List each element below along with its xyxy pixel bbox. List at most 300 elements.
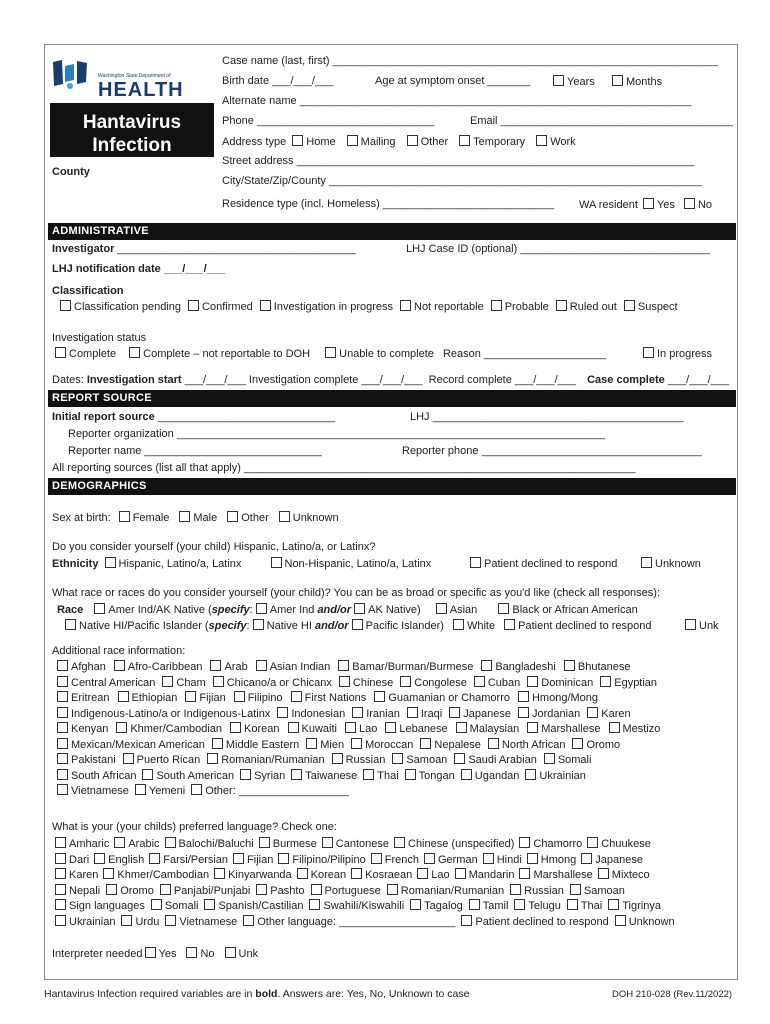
reporter-organization-field[interactable]: Reporter organization ______________________________________________________________________ xyxy=(68,428,606,440)
lang-oromo-checkbox[interactable] xyxy=(106,884,117,895)
class-not-reportable-option[interactable] xyxy=(400,301,484,313)
lang-tagalog-checkbox[interactable] xyxy=(410,899,421,910)
class-investigation-in-progress-option[interactable] xyxy=(260,301,393,313)
in-progress-checkbox[interactable] xyxy=(643,347,654,358)
lang-karen-option[interactable] xyxy=(55,869,98,881)
class-confirmed-checkbox[interactable] xyxy=(188,300,199,311)
race-russian-checkbox[interactable] xyxy=(332,753,343,764)
race-other-option[interactable] xyxy=(191,785,349,797)
race-bhutanese-option[interactable] xyxy=(564,661,631,673)
complete-checkbox[interactable] xyxy=(55,347,66,358)
lang-kinyarwanda-option[interactable] xyxy=(214,869,292,881)
lang-sign-languages-option[interactable] xyxy=(55,900,145,912)
race-afro-caribbean-option[interactable] xyxy=(114,661,203,673)
investigator-field[interactable] xyxy=(52,243,356,256)
race-vietnamese-option[interactable] xyxy=(57,785,129,797)
lang-kinyarwanda-checkbox[interactable] xyxy=(214,868,225,879)
lang-portuguese-option[interactable] xyxy=(311,885,381,897)
race-jordanian-checkbox[interactable] xyxy=(518,707,529,718)
race-mexican-mexican-american-option[interactable] xyxy=(57,739,205,751)
lang-chuukese-checkbox[interactable] xyxy=(587,837,598,848)
race-eritrean-option[interactable] xyxy=(57,692,110,704)
race-lao-option[interactable] xyxy=(345,723,377,735)
race-fijian-option[interactable] xyxy=(185,692,225,704)
lang-amharic-option[interactable] xyxy=(55,838,109,850)
race-afghan-checkbox[interactable] xyxy=(57,660,68,671)
race-malaysian-option[interactable] xyxy=(456,723,520,735)
class-not-reportable-checkbox[interactable] xyxy=(400,300,411,311)
race-oromo-option[interactable] xyxy=(572,739,620,751)
race-central-american-option[interactable] xyxy=(57,677,155,689)
race-malaysian-checkbox[interactable] xyxy=(456,722,467,733)
race-black-checkbox[interactable] xyxy=(498,603,509,614)
race-afro-caribbean-checkbox[interactable] xyxy=(114,660,125,671)
race-thai-option[interactable] xyxy=(363,770,398,782)
eth-hispanic-checkbox[interactable] xyxy=(105,557,116,568)
race-egyptian-option[interactable] xyxy=(600,677,657,689)
lang-tamil-checkbox[interactable] xyxy=(469,899,480,910)
race-pakistani-option[interactable] xyxy=(57,754,116,766)
age-onset-field[interactable]: Age at symptom onset _______ xyxy=(375,75,531,87)
race-dominican-checkbox[interactable] xyxy=(527,676,538,687)
sex-unknown-option[interactable] xyxy=(279,512,339,524)
lang-japanese-option[interactable] xyxy=(581,854,643,866)
race-russian-option[interactable] xyxy=(332,754,386,766)
lang-hmong-checkbox[interactable] xyxy=(527,853,538,864)
eth-non-hispanic-checkbox[interactable] xyxy=(271,557,282,568)
lang-portuguese-checkbox[interactable] xyxy=(311,884,322,895)
lang-russian-option[interactable] xyxy=(510,885,564,897)
lang-mandarin-option[interactable] xyxy=(455,869,515,881)
lang-swahili-kiswahili-option[interactable] xyxy=(309,900,404,912)
race-kenyan-checkbox[interactable] xyxy=(57,722,68,733)
lang-hindi-option[interactable] xyxy=(483,854,522,866)
race-yemeni-option[interactable] xyxy=(135,785,185,797)
lang-romanian-rumanian-checkbox[interactable] xyxy=(387,884,398,895)
lang-tigrinya-checkbox[interactable] xyxy=(608,899,619,910)
race-puerto-rican-option[interactable] xyxy=(123,754,201,766)
lang-farsi-persian-checkbox[interactable] xyxy=(149,853,160,864)
race-arab-checkbox[interactable] xyxy=(210,660,221,671)
race-mien-option[interactable] xyxy=(306,739,344,751)
lang-chamorro-option[interactable] xyxy=(519,838,582,850)
race-ethiopian-option[interactable] xyxy=(118,692,178,704)
lang-filipino-pilipino-checkbox[interactable] xyxy=(278,853,289,864)
class-probable-checkbox[interactable] xyxy=(491,300,502,311)
lang-dari-option[interactable] xyxy=(55,854,89,866)
race-amer-checkbox[interactable] xyxy=(94,603,105,614)
interp-unk-checkbox[interactable] xyxy=(225,947,236,958)
race-nepalese-checkbox[interactable] xyxy=(420,738,431,749)
sex-unknown-checkbox[interactable] xyxy=(279,511,290,522)
race-mestizo-checkbox[interactable] xyxy=(609,722,620,733)
race-lebanese-checkbox[interactable] xyxy=(385,722,396,733)
race-romanian-rumanian-option[interactable] xyxy=(207,754,324,766)
lang-patient-declined-to-respond-checkbox[interactable] xyxy=(461,915,472,926)
race-syrian-option[interactable] xyxy=(240,770,285,782)
lang-somali-option[interactable] xyxy=(151,900,199,912)
lang-samoan-checkbox[interactable] xyxy=(570,884,581,895)
interp-no-option[interactable] xyxy=(186,948,214,960)
race-bamar-burman-burmese-checkbox[interactable] xyxy=(338,660,349,671)
lang-burmese-option[interactable] xyxy=(259,838,317,850)
race-taiwanese-checkbox[interactable] xyxy=(291,769,302,780)
sex-male-option[interactable] xyxy=(179,512,217,524)
race-indonesian-option[interactable] xyxy=(277,708,345,720)
class-ruled-out-option[interactable] xyxy=(556,301,617,313)
city-state-zip-field[interactable]: City/State/Zip/County _____________________________________________________________ xyxy=(222,175,703,187)
race-hmong-mong-option[interactable] xyxy=(518,692,598,704)
race-ak-checkbox[interactable] xyxy=(354,603,365,614)
race-asian-indian-option[interactable] xyxy=(256,661,331,673)
race-guamanian-or-chamorro-checkbox[interactable] xyxy=(374,691,385,702)
class-classification-pending-checkbox[interactable] xyxy=(60,300,71,311)
lang-kosraean-option[interactable] xyxy=(351,869,412,881)
interp-yes-option[interactable] xyxy=(145,948,177,960)
unable-checkbox[interactable] xyxy=(325,347,336,358)
race-khmer-cambodian-checkbox[interactable] xyxy=(116,722,127,733)
lang-vietnamese-option[interactable] xyxy=(165,916,237,928)
lang-arabic-checkbox[interactable] xyxy=(114,837,125,848)
inv-complete-field[interactable]: Investigation complete ___/___/___ xyxy=(248,374,423,386)
race-nhpi-checkbox[interactable] xyxy=(65,619,76,630)
race-lebanese-option[interactable] xyxy=(385,723,447,735)
race-congolese-checkbox[interactable] xyxy=(400,676,411,687)
sex-female-option[interactable] xyxy=(119,512,170,524)
lang-lao-option[interactable] xyxy=(417,869,449,881)
lang-samoan-option[interactable] xyxy=(570,885,625,897)
race-mestizo-option[interactable] xyxy=(609,723,661,735)
race-eritrean-checkbox[interactable] xyxy=(57,691,68,702)
race-cuban-checkbox[interactable] xyxy=(474,676,485,687)
class-suspect-option[interactable] xyxy=(624,301,678,313)
eth-declined-checkbox[interactable] xyxy=(470,557,481,568)
lang-english-option[interactable] xyxy=(94,854,144,866)
reporter-phone-field[interactable]: Reporter phone ____________________________________ xyxy=(402,445,702,457)
race-chicano-a-or-chicanx-checkbox[interactable] xyxy=(213,676,224,687)
lang-kosraean-checkbox[interactable] xyxy=(351,868,362,879)
lang-ukrainian-checkbox[interactable] xyxy=(55,915,66,926)
race-cham-option[interactable] xyxy=(162,677,205,689)
race-tongan-checkbox[interactable] xyxy=(405,769,416,780)
lang-french-option[interactable] xyxy=(371,854,419,866)
race-cuban-option[interactable] xyxy=(474,677,520,689)
record-complete-field[interactable]: Record complete ___/___/___ xyxy=(428,374,577,386)
race-chinese-checkbox[interactable] xyxy=(339,676,350,687)
lang-panjabi-punjabi-option[interactable] xyxy=(160,885,250,897)
race-yemeni-checkbox[interactable] xyxy=(135,784,146,795)
lang-chinese-unspecified-option[interactable] xyxy=(394,838,514,850)
race-declined-checkbox[interactable] xyxy=(504,619,515,630)
race-khmer-cambodian-option[interactable] xyxy=(116,723,222,735)
race-amer-ind-checkbox[interactable] xyxy=(256,603,267,614)
lhj-case-id-field[interactable]: LHJ Case ID (optional) _______________________________ xyxy=(406,243,710,255)
race-indigenous-latino-a-or-indigen-option[interactable] xyxy=(57,708,270,720)
lang-german-option[interactable] xyxy=(424,854,478,866)
lang-russian-checkbox[interactable] xyxy=(510,884,521,895)
lang-mandarin-checkbox[interactable] xyxy=(455,868,466,879)
race-ugandan-option[interactable] xyxy=(461,770,520,782)
lang-korean-option[interactable] xyxy=(297,869,346,881)
lang-other-language-option[interactable] xyxy=(243,916,455,928)
lang-chinese-unspecified-checkbox[interactable] xyxy=(394,837,405,848)
lang-ukrainian-option[interactable] xyxy=(55,916,115,928)
race-other-checkbox[interactable] xyxy=(191,784,202,795)
race-korean-option[interactable] xyxy=(230,723,279,735)
race-asian-indian-checkbox[interactable] xyxy=(256,660,267,671)
race-filipino-checkbox[interactable] xyxy=(234,691,245,702)
race-japanese-option[interactable] xyxy=(449,708,511,720)
race-iranian-option[interactable] xyxy=(352,708,400,720)
race-nhi-checkbox[interactable] xyxy=(253,619,264,630)
race-taiwanese-option[interactable] xyxy=(291,770,357,782)
street-address-field[interactable]: Street address _________________________________________________________________ xyxy=(222,155,695,167)
race-cham-checkbox[interactable] xyxy=(162,676,173,687)
race-guamanian-or-chamorro-option[interactable] xyxy=(374,692,510,704)
lang-mixteco-checkbox[interactable] xyxy=(598,868,609,879)
race-bangladeshi-option[interactable] xyxy=(481,661,556,673)
race-karen-option[interactable] xyxy=(587,708,630,720)
lang-patient-declined-to-respond-option[interactable] xyxy=(461,916,608,928)
race-ukrainian-checkbox[interactable] xyxy=(525,769,536,780)
lang-mixteco-option[interactable] xyxy=(598,869,650,881)
lang-karen-checkbox[interactable] xyxy=(55,868,66,879)
eth-declined-option[interactable] xyxy=(470,557,617,571)
lang-vietnamese-checkbox[interactable] xyxy=(165,915,176,926)
lang-nepali-option[interactable] xyxy=(55,885,100,897)
lang-balochi-baluchi-option[interactable] xyxy=(165,838,254,850)
race-mien-checkbox[interactable] xyxy=(306,738,317,749)
lhj-field[interactable]: LHJ _________________________________________ xyxy=(410,411,684,423)
race-south-african-option[interactable] xyxy=(57,770,136,782)
phone-field[interactable]: Phone _____________________________ xyxy=(222,115,435,127)
class-confirmed-option[interactable] xyxy=(188,301,253,313)
race-kenyan-option[interactable] xyxy=(57,723,108,735)
race-vietnamese-checkbox[interactable] xyxy=(57,784,68,795)
lang-tamil-option[interactable] xyxy=(469,900,509,912)
race-arab-option[interactable] xyxy=(210,661,247,673)
eth-unknown-option[interactable] xyxy=(641,557,701,571)
lang-khmer-cambodian-option[interactable] xyxy=(103,869,209,881)
race-puerto-rican-checkbox[interactable] xyxy=(123,753,134,764)
race-kuwaiti-option[interactable] xyxy=(288,723,337,735)
birth-date-field[interactable]: Birth date ___/___/___ xyxy=(222,75,334,87)
race-middle-eastern-checkbox[interactable] xyxy=(212,738,223,749)
sex-female-checkbox[interactable] xyxy=(119,511,130,522)
race-south-american-checkbox[interactable] xyxy=(142,769,153,780)
lhj-notification-field[interactable]: LHJ notification date ___/___/___ xyxy=(52,263,226,275)
sex-other-option[interactable] xyxy=(227,512,269,524)
race-samoan-option[interactable] xyxy=(392,754,447,766)
lang-dari-checkbox[interactable] xyxy=(55,853,66,864)
race-korean-checkbox[interactable] xyxy=(230,722,241,733)
race-moroccan-checkbox[interactable] xyxy=(351,738,362,749)
race-iraqi-option[interactable] xyxy=(407,708,442,720)
race-lao-checkbox[interactable] xyxy=(345,722,356,733)
race-pi-checkbox[interactable] xyxy=(352,619,363,630)
case-name-field[interactable]: Case name (last, first) _______________________________________________________________ xyxy=(222,55,719,67)
race-saudi-arabian-option[interactable] xyxy=(454,754,537,766)
race-fijian-checkbox[interactable] xyxy=(185,691,196,702)
race-indigenous-latino-a-or-indigen-checkbox[interactable] xyxy=(57,707,68,718)
race-mexican-mexican-american-checkbox[interactable] xyxy=(57,738,68,749)
race-japanese-checkbox[interactable] xyxy=(449,707,460,718)
lang-unknown-checkbox[interactable] xyxy=(615,915,626,926)
race-chicano-a-or-chicanx-option[interactable] xyxy=(213,677,332,689)
lang-chuukese-option[interactable] xyxy=(587,838,651,850)
initial-report-field[interactable] xyxy=(52,411,335,424)
race-central-american-checkbox[interactable] xyxy=(57,676,68,687)
reporter-name-field[interactable]: Reporter name _____________________________ xyxy=(68,445,322,457)
race-nepalese-option[interactable] xyxy=(420,739,480,751)
race-ukrainian-option[interactable] xyxy=(525,770,585,782)
lang-somali-checkbox[interactable] xyxy=(151,899,162,910)
race-unk-checkbox[interactable] xyxy=(685,619,696,630)
race-iraqi-checkbox[interactable] xyxy=(407,707,418,718)
lang-korean-checkbox[interactable] xyxy=(297,868,308,879)
race-samoan-checkbox[interactable] xyxy=(392,753,403,764)
lang-sign-languages-checkbox[interactable] xyxy=(55,899,66,910)
lang-spanish-castilian-option[interactable] xyxy=(204,900,303,912)
race-indonesian-checkbox[interactable] xyxy=(277,707,288,718)
race-north-african-checkbox[interactable] xyxy=(488,738,499,749)
alternate-name-field[interactable]: Alternate name ________________________________________________________________ xyxy=(222,95,692,107)
race-first-nations-option[interactable] xyxy=(291,692,367,704)
race-moroccan-option[interactable] xyxy=(351,739,413,751)
lang-filipino-pilipino-option[interactable] xyxy=(278,854,365,866)
lang-farsi-persian-option[interactable] xyxy=(149,854,228,866)
lang-unknown-option[interactable] xyxy=(615,916,675,928)
race-asian-checkbox[interactable] xyxy=(436,603,447,614)
race-syrian-checkbox[interactable] xyxy=(240,769,251,780)
lang-tagalog-option[interactable] xyxy=(410,900,463,912)
lang-telugu-option[interactable] xyxy=(514,900,560,912)
race-egyptian-checkbox[interactable] xyxy=(600,676,611,687)
race-afghan-option[interactable] xyxy=(57,661,106,673)
class-ruled-out-checkbox[interactable] xyxy=(556,300,567,311)
lang-cantonese-option[interactable] xyxy=(322,838,389,850)
race-iranian-checkbox[interactable] xyxy=(352,707,363,718)
race-thai-checkbox[interactable] xyxy=(363,769,374,780)
race-ethiopian-checkbox[interactable] xyxy=(118,691,129,702)
lang-tigrinya-option[interactable] xyxy=(608,900,661,912)
race-middle-eastern-option[interactable] xyxy=(212,739,299,751)
race-somali-option[interactable] xyxy=(544,754,592,766)
lang-pashto-option[interactable] xyxy=(256,885,304,897)
interp-no-checkbox[interactable] xyxy=(186,947,197,958)
race-bamar-burman-burmese-option[interactable] xyxy=(338,661,473,673)
email-field[interactable]: Email ______________________________________ xyxy=(470,115,734,127)
lang-fijian-checkbox[interactable] xyxy=(233,853,244,864)
race-tongan-option[interactable] xyxy=(405,770,455,782)
class-suspect-checkbox[interactable] xyxy=(624,300,635,311)
race-karen-checkbox[interactable] xyxy=(587,707,598,718)
lang-balochi-baluchi-checkbox[interactable] xyxy=(165,837,176,848)
lang-english-checkbox[interactable] xyxy=(94,853,105,864)
sex-other-checkbox[interactable] xyxy=(227,511,238,522)
lang-urdu-option[interactable] xyxy=(121,916,159,928)
lang-cantonese-checkbox[interactable] xyxy=(322,837,333,848)
complete-not-reportable-checkbox[interactable] xyxy=(129,347,140,358)
race-jordanian-option[interactable] xyxy=(518,708,580,720)
race-kuwaiti-checkbox[interactable] xyxy=(288,722,299,733)
all-sources-field[interactable]: All reporting sources (list all that apply) ________________________________________________________________ xyxy=(52,462,636,474)
lang-lao-checkbox[interactable] xyxy=(417,868,428,879)
race-south-american-option[interactable] xyxy=(142,770,234,782)
class-probable-option[interactable] xyxy=(491,301,549,313)
lang-swahili-kiswahili-checkbox[interactable] xyxy=(309,899,320,910)
residence-type-field[interactable]: Residence type (incl. Homeless) ____________________________ xyxy=(222,198,555,210)
race-unk-option[interactable] xyxy=(685,619,719,633)
eth-unknown-checkbox[interactable] xyxy=(641,557,652,568)
race-first-nations-checkbox[interactable] xyxy=(291,691,302,702)
race-chinese-option[interactable] xyxy=(339,677,393,689)
race-bhutanese-checkbox[interactable] xyxy=(564,660,575,671)
race-ugandan-checkbox[interactable] xyxy=(461,769,472,780)
lang-spanish-castilian-checkbox[interactable] xyxy=(204,899,215,910)
class-classification-pending-option[interactable] xyxy=(60,301,181,313)
interp-yes-checkbox[interactable] xyxy=(145,947,156,958)
reason-field[interactable]: Reason ____________________ xyxy=(442,348,607,360)
race-white-checkbox[interactable] xyxy=(453,619,464,630)
race-saudi-arabian-checkbox[interactable] xyxy=(454,753,465,764)
lang-marshallese-checkbox[interactable] xyxy=(519,868,530,879)
class-investigation-in-progress-checkbox[interactable] xyxy=(260,300,271,311)
in-progress-option[interactable] xyxy=(643,347,712,361)
lang-other-language-checkbox[interactable] xyxy=(243,915,254,926)
inv-start-field[interactable]: ___/___/___ xyxy=(184,374,246,386)
lang-marshallese-option[interactable] xyxy=(519,869,592,881)
race-marshallese-option[interactable] xyxy=(527,723,600,735)
race-somali-checkbox[interactable] xyxy=(544,753,555,764)
lang-chamorro-checkbox[interactable] xyxy=(519,837,530,848)
lang-nepali-checkbox[interactable] xyxy=(55,884,66,895)
lang-thai-checkbox[interactable] xyxy=(567,899,578,910)
lang-romanian-rumanian-option[interactable] xyxy=(387,885,504,897)
race-marshallese-checkbox[interactable] xyxy=(527,722,538,733)
lang-french-checkbox[interactable] xyxy=(371,853,382,864)
race-south-african-checkbox[interactable] xyxy=(57,769,68,780)
case-complete-field[interactable]: ___/___/___ xyxy=(667,374,729,386)
race-romanian-rumanian-checkbox[interactable] xyxy=(207,753,218,764)
lang-hindi-checkbox[interactable] xyxy=(483,853,494,864)
lang-burmese-checkbox[interactable] xyxy=(259,837,270,848)
lang-hmong-option[interactable] xyxy=(527,854,576,866)
race-bangladeshi-checkbox[interactable] xyxy=(481,660,492,671)
lang-arabic-option[interactable] xyxy=(114,838,159,850)
lang-oromo-option[interactable] xyxy=(106,885,154,897)
race-north-african-option[interactable] xyxy=(488,739,566,751)
lang-urdu-checkbox[interactable] xyxy=(121,915,132,926)
lang-german-checkbox[interactable] xyxy=(424,853,435,864)
lang-telugu-checkbox[interactable] xyxy=(514,899,525,910)
race-pakistani-checkbox[interactable] xyxy=(57,753,68,764)
lang-panjabi-punjabi-checkbox[interactable] xyxy=(160,884,171,895)
race-congolese-option[interactable] xyxy=(400,677,467,689)
lang-pashto-checkbox[interactable] xyxy=(256,884,267,895)
race-hmong-mong-checkbox[interactable] xyxy=(518,691,529,702)
lang-fijian-option[interactable] xyxy=(233,854,273,866)
race-dominican-option[interactable] xyxy=(527,677,593,689)
race-oromo-checkbox[interactable] xyxy=(572,738,583,749)
sex-male-checkbox[interactable] xyxy=(179,511,190,522)
interp-unk-option[interactable] xyxy=(225,948,259,960)
race-filipino-option[interactable] xyxy=(234,692,283,704)
lang-khmer-cambodian-checkbox[interactable] xyxy=(103,868,114,879)
lang-thai-option[interactable] xyxy=(567,900,602,912)
lang-japanese-checkbox[interactable] xyxy=(581,853,592,864)
lang-amharic-checkbox[interactable] xyxy=(55,837,66,848)
